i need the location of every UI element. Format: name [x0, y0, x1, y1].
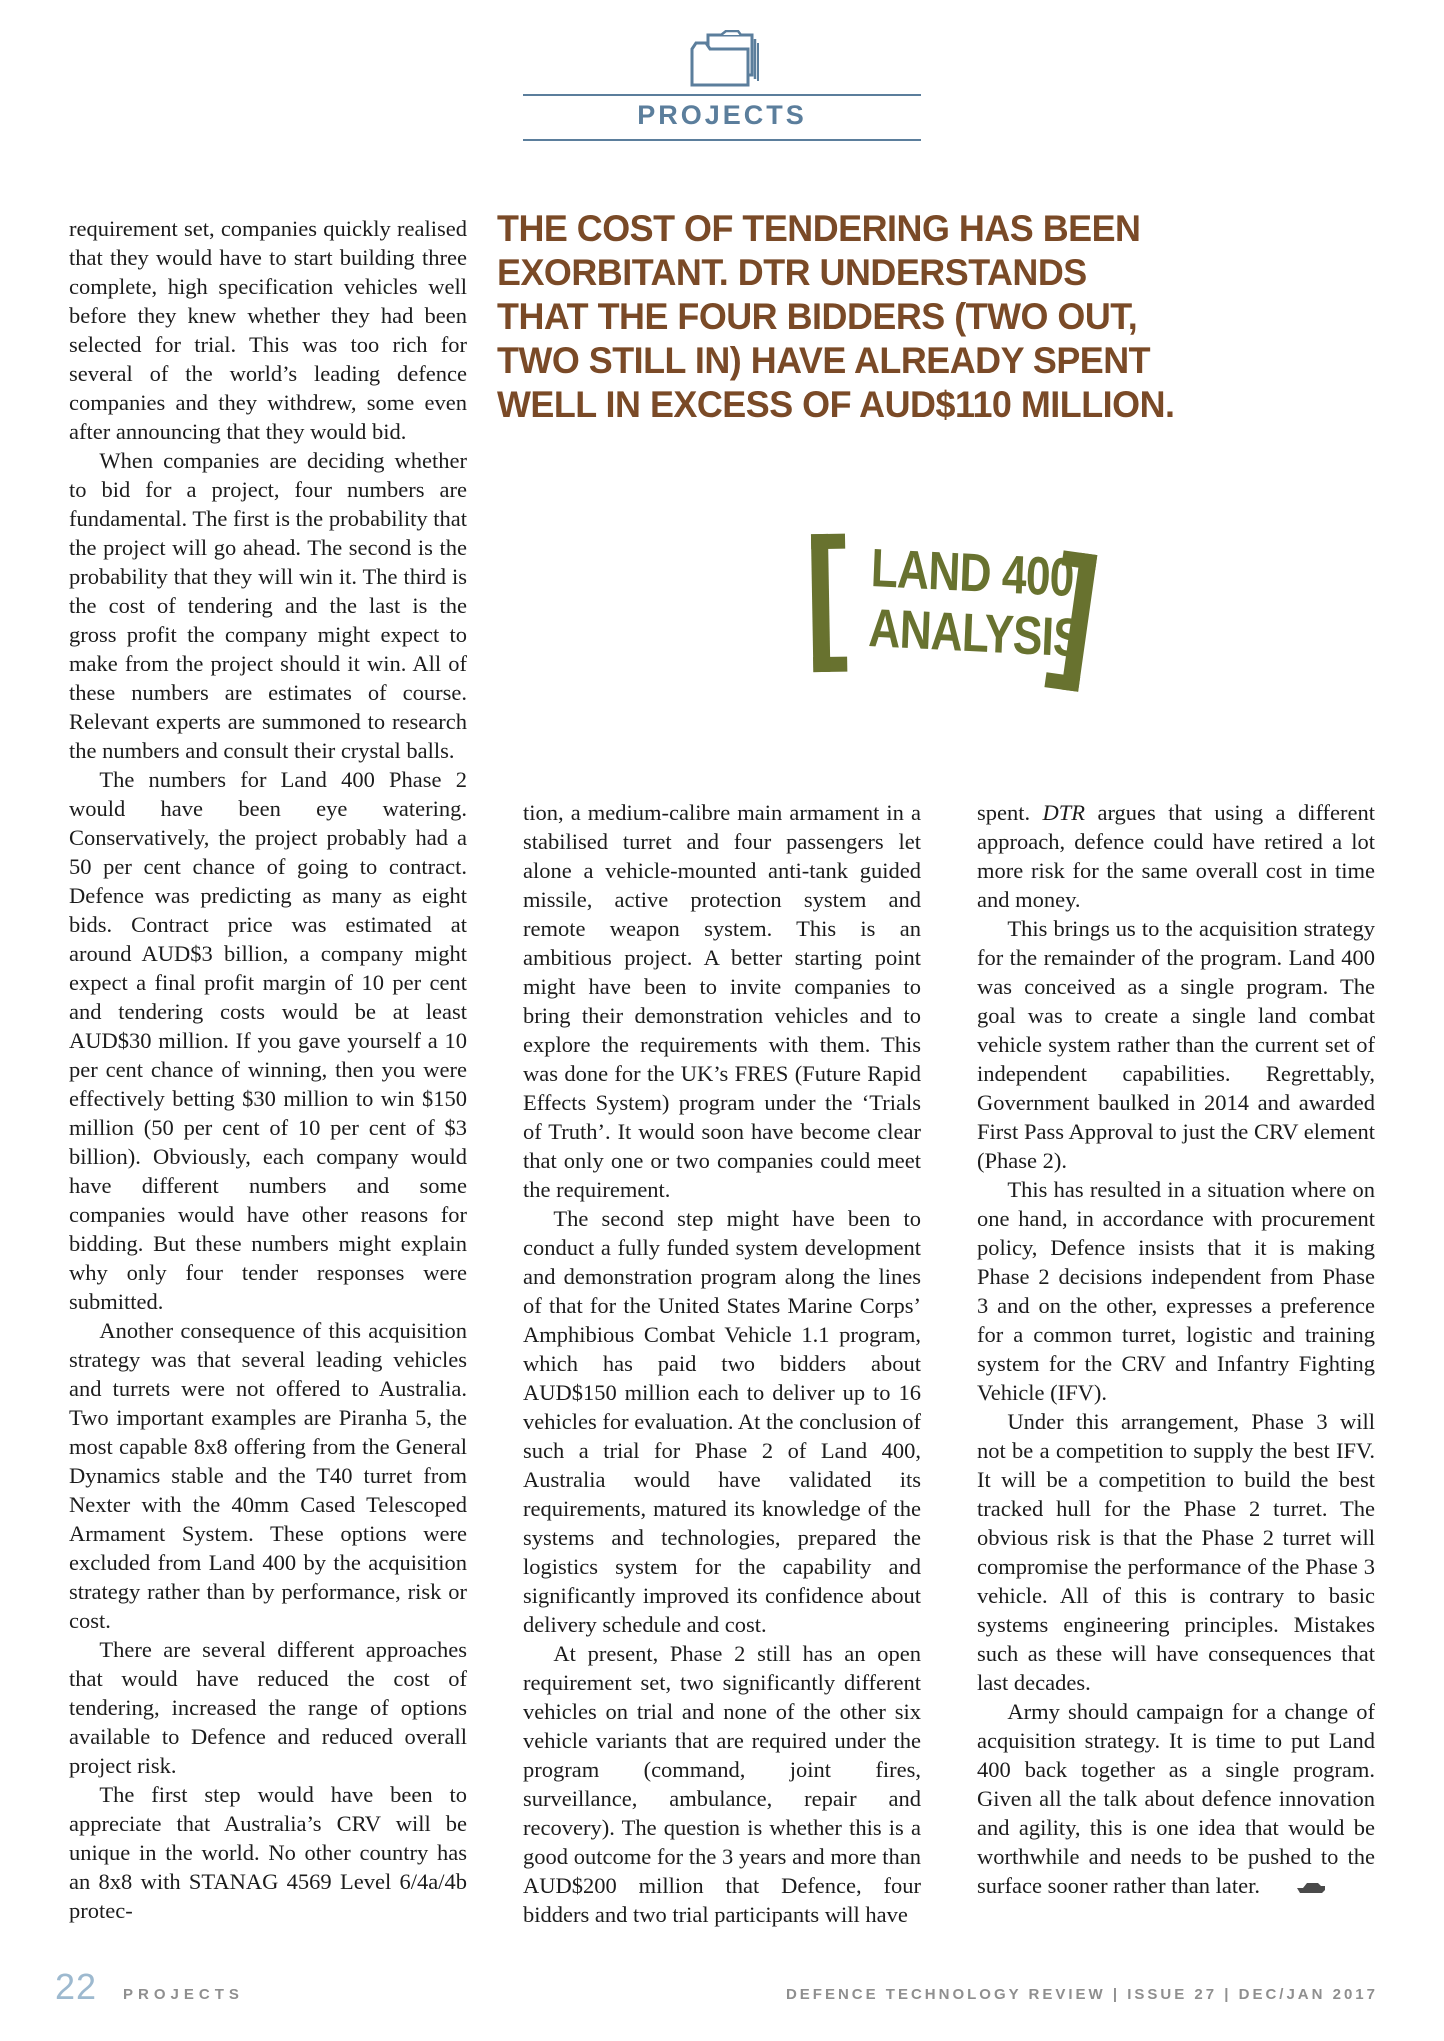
footer-left	[55, 1966, 244, 2008]
paragraph: tion, a medium-calibre main armament in a stabilised turret and four passengers let alone a vehicle-mounted anti-tank guided missile, active protection system and remote weapon system. This is an ambitious project. A better starting point might have been to invite companies to bring their demonstration vehicles and to explore the requirements with them. This was done for the UK’s FRES (Future Rapid Effects System) program under the ‘Trials of Truth’. It would soon have become clear that only one or two companies could meet the requirement.	[523, 800, 921, 1202]
paragraph: spent. DTR argues that using a different approach, defence could have retired a lot more risk for the same overall cost in time and money.	[977, 800, 1375, 912]
pull-quote	[497, 207, 1387, 427]
logo-line-2: ANALYSIS	[867, 598, 1083, 669]
paragraph: Under this arrangement, Phase 3 will not be a competition to supply the best IFV. It will be a competition to build the best tracked hull for the Phase 2 turret. The obvious risk is that the Phase 2 turret will compromise the performance of the Phase 3 vehicle. All of this is contrary to basic systems engineering principles. Mistakes such as these will have consequences that last decades.	[977, 1409, 1375, 1695]
left-bracket-icon	[811, 534, 847, 673]
paragraph: At present, Phase 2 still has an open requirement set, two significantly different vehicles on trial and none of the other six vehicle variants that are required under the program (command, joint fires, surveillance, ambulance, repair and recovery). The question is whether this is a good outcome for the 3 years and more than AUD$200 million that Defence, four bidders and two trial participants will have	[523, 1641, 921, 1927]
article-column-right	[977, 798, 1375, 1900]
pull-quote-line: TWO STILL IN) HAVE ALREADY SPENT	[497, 340, 1151, 381]
pull-quote-line: EXORBITANT. DTR UNDERSTANDS	[497, 252, 1087, 293]
page-section-title: PROJECTS	[637, 100, 807, 130]
paragraph: When companies are deciding whether to bid for a project, four numbers are fundamental. The first is the probability that the project will go ahead. The second is the probability that they will win it. The third is the cost of tendering and the last is the gross profit the company might expect to make from the project should it win. All of these numbers are estimates of course. Relevant experts are summoned to research the numbers and consult their crystal balls.	[69, 448, 467, 763]
section-header	[523, 28, 921, 141]
article-column-left	[69, 214, 467, 1925]
land-400-analysis-logo	[811, 532, 1090, 695]
pull-quote-line: THE COST OF TENDERING HAS BEEN	[497, 208, 1141, 249]
paragraph: This has resulted in a situation where on one hand, in accordance with procurement policy, Defence insists that it is making Phase 2 decisions independent from Phase 3 and on the other, expresses a preference for a common turret, logistic and training system for the CRV and Infantry Fighting Vehicle (IFV).	[977, 1177, 1375, 1405]
logo-text	[867, 538, 1083, 669]
paragraph: requirement set, companies quickly realised that they would have to start building three complete, high specification vehicles well before they knew whether they had been selected for trial. This was too rich for several of the world’s leading defence companies and they withdrew, some even after announcing that they would bid.	[69, 216, 467, 444]
paragraph: This brings us to the acquisition strategy for the remainder of the program. Land 400 was conceived as a single program. The goal was to create a single land combat vehicle system rather than the current set of independent capabilities. Regrettably, Government baulked in 2014 and awarded First Pass Approval to just the CRV element (Phase 2).	[977, 916, 1375, 1173]
pull-quote-line: THAT THE FOUR BIDDERS (TWO OUT,	[497, 296, 1138, 337]
end-of-article-icon	[1266, 1871, 1326, 1900]
article-column-middle	[523, 798, 921, 1929]
paragraph: Army should campaign for a change of acquisition strategy. It is time to put Land 400 back together as a single program. Given all the talk about defence innovation and agility, this is one idea that would be worthwhile and needs to be pushed to the surface sooner rather than later.	[977, 1699, 1375, 1898]
paragraph: The second step might have been to conduct a fully funded system development and demonstration program along the lines of that for the United States Marine Corps’ Amphibious Combat Vehicle 1.1 program, which has paid two bidders about AUD$150 million each to deliver up to 16 vehicles for evaluation. At the conclusion of such a trial for Phase 2 of Land 400, Australia would have validated its requirements, matured its knowledge of the systems and technologies, prepared the logistics system for the capability and significantly improved its confidence about delivery schedule and cost.	[523, 1206, 922, 1637]
folder-icon	[523, 28, 921, 88]
paragraph: The first step would have been to appreciate that Australia’s CRV will be unique in the world. No other country has an 8x8 with STANAG 4569 Level 6/4a/4b protec-	[69, 1782, 467, 1923]
publication-info: DEFENCE TECHNOLOGY REVIEW | ISSUE 27 | DEC/JAN 2017	[785, 1986, 1378, 2003]
footer-section-label: PROJECTS	[123, 1986, 244, 2003]
logo-line-1: LAND 400	[869, 538, 1075, 609]
paragraph: The numbers for Land 400 Phase 2 would have been eye watering. Conservatively, the project probably had a 50 per cent chance of going to contract. Defence was predicting as many as eight bids. Contract price was estimated at around AUD$3 billion, a company might expect a final profit margin of 10 per cent and tendering costs would be at least AUD$30 million. If you gave yourself a 10 per cent chance of winning, then you were effectively betting $30 million to win $150 million (50 per cent of 10 per cent of $3 billion). Obviously, each company would have different numbers and some companies would have other reasons for bidding. But these numbers might explain why only four tender responses were submitted.	[69, 767, 467, 1314]
paragraph: Another consequence of this acquisition strategy was that several leading vehicles and turrets were not offered to Australia. Two important examples are Piranha 5, the most capable 8x8 offering from the General Dynamics stable and the T40 turret from Nexter with the 40mm Cased Telescoped Armament System. These options were excluded from Land 400 by the acquisition strategy rather than by performance, risk or cost.	[69, 1318, 467, 1633]
paragraph: There are several different approaches that would have reduced the cost of tendering, increased the range of options available to Defence and reduced overall project risk.	[69, 1637, 467, 1778]
header-rule-bottom	[523, 139, 921, 141]
page-number: 22	[55, 1966, 98, 2007]
page-footer	[55, 1966, 1378, 2008]
pull-quote-line: WELL IN EXCESS OF AUD$110 MILLION.	[497, 384, 1175, 425]
